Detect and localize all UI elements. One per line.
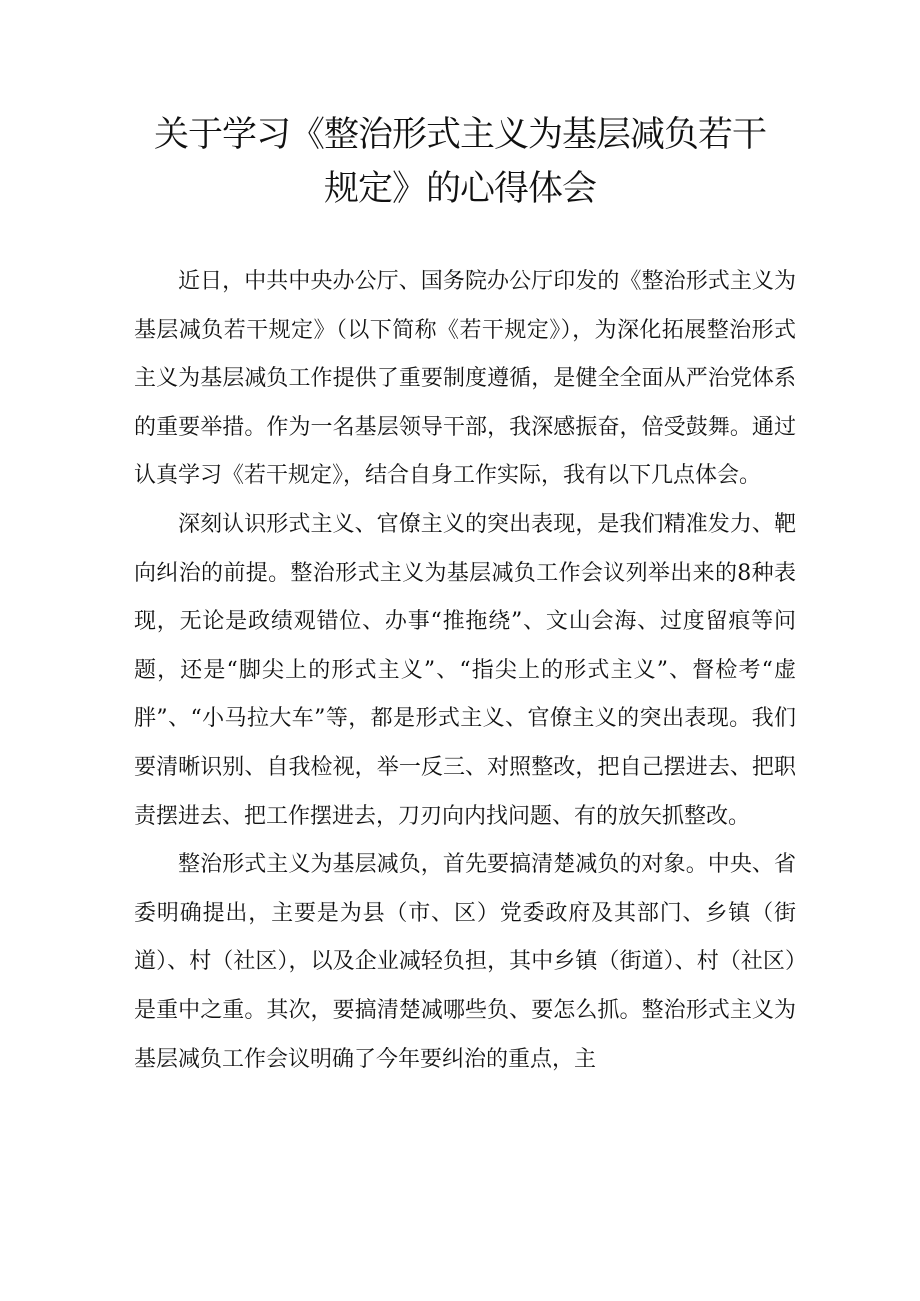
paragraph-1: 近日，中共中央办公厅、国务院办公厅印发的《整治形式主义为基层减负若干规定》（以下简称《若干规定》），为深化拓展整治形式主义为基层减负工作提供了重要制度遵循，是健全全面从严治党体系的重要举措。作为一名基层领导干部，我深感振奋，倍受鼓舞。通过认真学习《若干规定》，结合自身工作实际，我有以下几点体会。 (134, 269, 796, 489)
title-line-2: 规定》的心得体会 (323, 169, 596, 209)
document-title (0, 108, 920, 216)
paragraph-2: 深刻认识形式主义、官僚主义的突出表现，是我们精准发力、靶向纠治的前提。整治形式主义为基层减负工作会议列举出来的8种表现，无论是政绩观错位、办事“推拖绕”、文山会海、过度留痕等问题，还是“脚尖上的形式主义”、“指尖上的形式主义”、督检考“虚胖”、“小马拉大车”等，都是形式主义、官僚主义的突出表现。我们要清晰识别、自我检视，举一反三、对照整改，把自己摆进去、把职责摆进去、把工作摆进去，刀刃向内找问题、有的放矢抓整改。 (134, 511, 796, 829)
title-line-1: 关于学习《整治形式主义为基层减负若干 (153, 115, 766, 155)
document-body (134, 258, 796, 1084)
paragraph-3: 整治形式主义为基层减负，首先要搞清楚减负的对象。中央、省委明确提出，主要是为县（市、区）党委政府及其部门、乡镇（街道）、村（社区），以及企业减轻负担，其中乡镇（街道）、村（社区）是重中之重。其次，要搞清楚减哪些负、要怎么抓。整治形式主义为基层减负工作会议明确了今年要纠治的重点，主 (134, 852, 796, 1072)
